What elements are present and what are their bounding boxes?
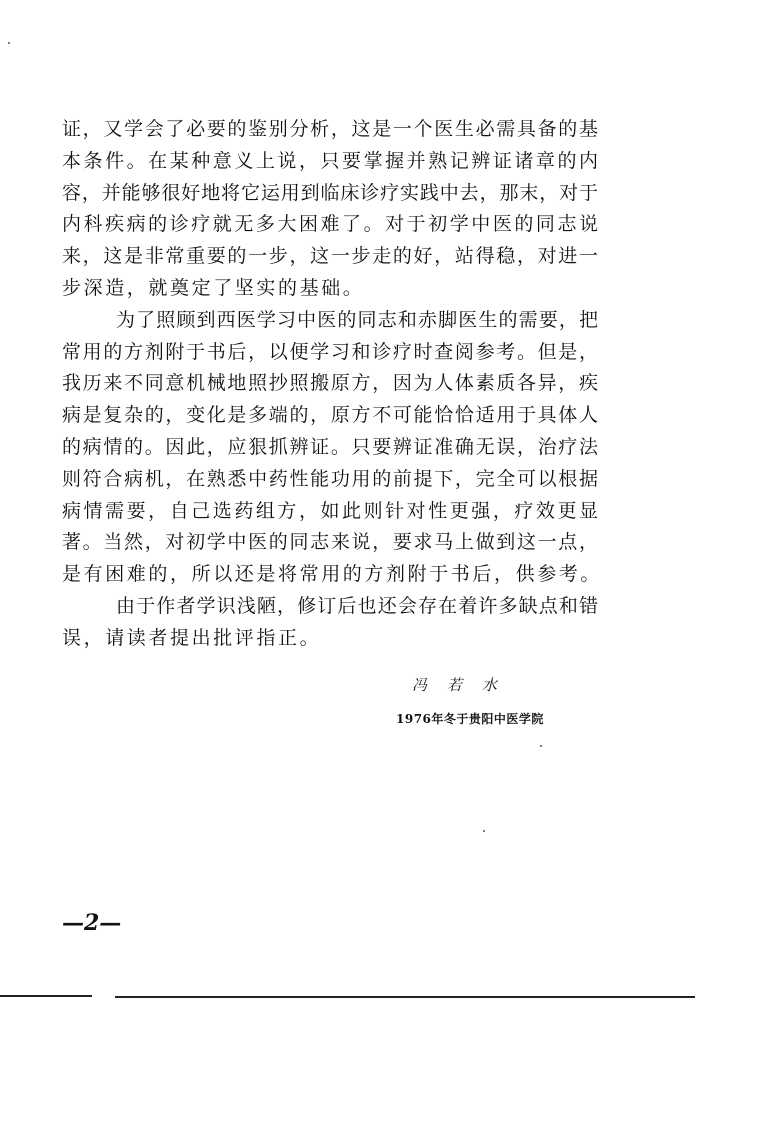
paragraph-2 <box>62 305 603 591</box>
text-line: 著。当然，对初学中医的同志来说，要求马上做到这一点， <box>62 531 598 554</box>
text-line: 我历来不同意机械地照抄照搬原方，因为人体素质各异，疾 <box>62 372 598 395</box>
text-line: 内科疾病的诊疗就无多大困难了。对于初学中医的同志说 <box>62 213 598 236</box>
text-line: 的病情的。因此，应狠抓辨证。只要辨证准确无误，治疗法 <box>62 435 598 458</box>
paragraph-1 <box>62 114 598 305</box>
signature-date-place: 1976年冬于贵阳中医学院 <box>396 712 544 726</box>
body-text <box>62 114 603 655</box>
page-number: —2— <box>62 910 122 936</box>
text-line: 常用的方剂附于书后，以便学习和诊疗时查阅参考。但是， <box>62 340 598 363</box>
text-line: 来，这是非常重要的一步，这一步走的好，站得稳，对进一 <box>62 245 598 268</box>
paragraph-3 <box>62 591 598 655</box>
scan-speck <box>483 830 485 832</box>
text-line: 由于作者学识浅陋，修订后也还会存在着许多缺点和错 <box>116 594 598 617</box>
text-line: 则符合病机，在熟悉中药性能功用的前提下，完全可以根据 <box>62 467 598 490</box>
text-line: 误，请读者提出批评指正。 <box>62 626 322 649</box>
scan-speck <box>540 745 542 747</box>
bottom-rule-right <box>115 996 695 998</box>
text-line: 是有困难的，所以还是将常用的方剂附于书后，供参考。 <box>62 563 603 586</box>
text-line: 步深造，就奠定了坚实的基础。 <box>62 276 365 299</box>
scan-speck <box>8 42 10 44</box>
bottom-rule-left <box>0 995 92 997</box>
author-signature: 冯若水 <box>412 676 518 694</box>
text-line: 本条件。在某种意义上说，只要掌握并熟记辨证诸章的内 <box>62 149 598 172</box>
text-line: 证，又学会了必要的鉴别分析，这是一个医生必需具备的基 <box>62 118 598 140</box>
text-line: 病情需要，自己选药组方，如此则针对性更强，疗效更显 <box>62 499 598 522</box>
text-line: 容，并能够很好地将它运用到临床诊疗实践中去，那末，对于 <box>62 181 598 204</box>
text-line: 病是复杂的，变化是多端的，原方不可能恰恰适用于具体人 <box>62 404 598 427</box>
text-line: 为了照顾到西医学习中医的同志和赤脚医生的需要，把 <box>116 308 598 331</box>
